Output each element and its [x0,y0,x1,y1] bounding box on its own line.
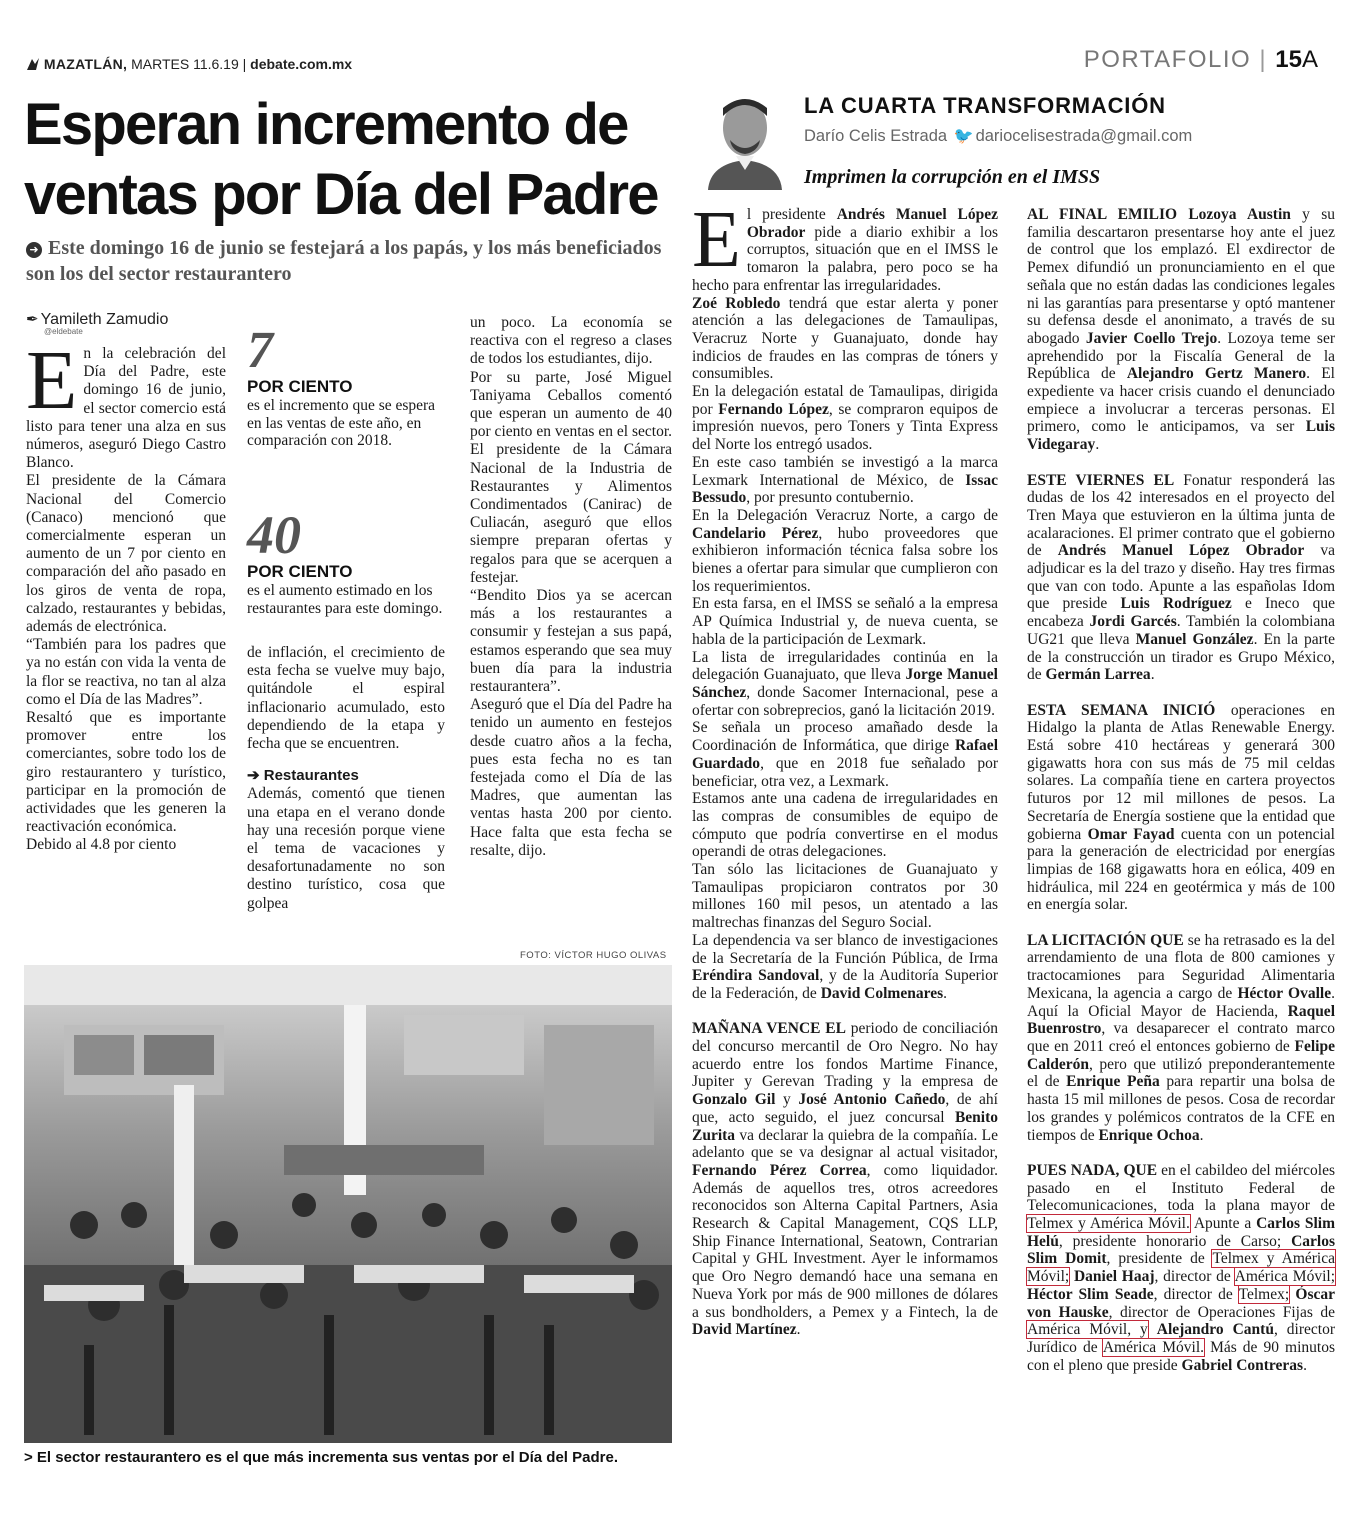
stat-label: POR CIENTO [247,377,353,396]
opinion-author [804,126,1192,146]
col3-paragraph: Aseguró que el Día del Padre ha tenido un aumento en festejos desde cuatro años a la fecha, pues esta fecha no es tan festejada como el Día de las Madres, que aumentan las ventas hasta 200 por ciento. Hace falta que esta fecha se resalte, dijo. [470,696,672,859]
opinion-column-1: El presidente Andrés Manuel López Obrador pide a diario exhibir a los corruptos, situación que en el IMSS le tomaron la palabra, pero poco se ha hecho para enfrentar las irregularidades. Zoé Robledo tendrá que estar alerta y poner atención a las delegaciones de Tamaulipas, Veracruz Norte y Guanajuato, donde hay indicios de fraudes en las compras de tóners y consumibles. En la delegación estatal de Tamaulipas, dirigida por Fernando López, se compraron equipos de impresión nuevos, pero Toners y Tinta Express del Norte los entregó usados. En este caso también se investigó a la marca Lexmark International de México, de Issac Bessudo, por presunto contubernio. En la Delegación Veracruz Norte, a cargo de Candelario Pérez, hubo proveedores que exhibieron información técnica falsa sobre los bienes a ofertar para simular que cumplieron con los requerimientos. En esta farsa, en el IMSS se señaló a la empresa AP Química Industrial y, de nueva cuenta, se habla de la participación de Lexmark. La lista de irregularidades continúa en la delegación Guanajuato, que lleva Jorge Manuel Sánchez, donde Sacomer Internacional, pese a ofertar con sobreprecios, ganó la licitación 2019. Se señala un proceso amañado desde la Coordinación de Informática, que dirige Rafael Guardado, que en 2018 fue señalado por beneficiar, otra vez, a Lexmark. Estamos ante una cadena de irregularidades en las compras de consumibles de equipo de cómputo que podría convertirse en el modus operandi de otras delegaciones. Tan sólo las licitaciones de Guanajuato y Tamaulipas propiciaron contratos por 30 millones 160 mil pesos, un atentado a las maltrechas finanzas del Seguro Social. La dependencia va ser blanco de investigaciones de la Secretaría de la Función Pública, de Irma Eréndira Sandoval, y de la Auditoría Superior de la Federación, de David Colmenares. MAÑANA VENCE EL periodo de conciliación del concurso mercantil de Oro Negro. No hay acuerdo entre los fondos Martime Finance, Jupiter y Gerevan Trading y la empresa de Gonzalo Gil y José Antonio Cañedo, de ahí que, acto seguido, el juez concursal Benito Zurita va declarar la quiebra de la compañía. Le adelanto que se va designar al actual visitador, Fernando Pérez Correa, como liquidador. Además de aquellos tres, otros acreedores reconocidos son Alterna Capital Partners, Asia Research & Capital Management, CQS LLP, Ship Finance International, Seatown, Contrarian Capital y GHL Investment. Ayer le informamos que Oro Negro demandó hace una semana en Nueva York por más de 900 millones de dólares a sus bondholders, a Pemex y a Fintech, la de David Martínez. [692,196,999,1339]
col2-paragraph: de inflación, el crecimiento de esta fecha se vuelve muy bajo, quitándole el espiral inflacionario acumulado, esto dependiendo de la etapa y fecha que se encuentren. [247,644,445,753]
arrow-bullet-icon: ➜ [26,242,42,258]
page-header [26,56,352,72]
subhead-text: Restaurantes [263,767,359,785]
photo-credit: FOTO: VÍCTOR HUGO OLIVAS [520,950,667,961]
page-separator: | [1259,46,1268,73]
stat-number: 40 [247,505,301,565]
twitter-bird-icon: 🐦 [953,128,974,145]
opinion-author-email[interactable]: dariocelisestrada@gmail.com [975,127,1193,145]
author-avatar [700,86,790,190]
photo-caption: > El sector restaurantero es el que más incrementa sus ventas por el Día del Padre. [24,1449,619,1466]
header-site[interactable]: debate.com.mx [250,56,353,72]
col3-paragraph: un poco. La economía se reactiva con el regreso a clases de todos los estudiantes, dijo. [470,314,672,368]
opinion-column-2: AL FINAL EMILIO Lozoya Austin y su familia descartaron presentarse hoy ante el juez de control que los emplazó. El exdirector de Pemex difundió un pronunciamiento en el que señala que no están dadas las condiciones legales ni las garantías para presentarse y optó mantener su defensa desde el anonimato, a través de su abogado Javier Coello Trejo. Lozoya teme ser aprehendido por la Fiscalía General de la República de Alejandro Gertz Manero. El expediente va hacer crisis cuando el denunciado empiece a involucrar a terceras personas. El primero, como le anticipamos, va ser Luis Videgaray. ESTE VIERNES EL Fonatur responderá las dudas de los 42 interesados en el proyecto del Tren Maya que estuvieron en la última junta de acalaraciones. El primer contrato que el gobierno de Andrés Manuel López Obrador va adjudicar es la del trazo y diseño. Hay tres firmas que van con todo. Apunte a las españolas Idom que preside Luis Rodríguez e Ineco que encabeza Jordi Garcés. También la colombiana UG21 que lleva Manuel González. En la parte de la construcción un tirador es Grupo México, de Germán Larrea. ESTA SEMANA INICIÓ operaciones en Hidalgo la planta de Atlas Renewable Energy. Está sobre 410 hectáreas y generará 300 gigawatts hora con sus más de 75 mil celdas solares. La compañía tiene en cartera proyectos futuros por 12 mil millones de pesos. La Secretaría de Energía sostiene que la entidad que gobierna Omar Fayad cuenta con un potencial para la generación de electricidad por energías limpias de 168 gigawatts hora en eólica, 409 en hidráulica, mil 224 en geotérmica y más de 100 en energía solar. LA LICITACIÓN QUE se ha retrasado es la del arrendamiento de una flota de 800 camiones y tractocamiones para Seguridad Alimentaria Mexicana, la agencia a cargo de Héctor Ovalle. Aquí la Oficial Mayor de Hacienda, Raquel Buenrostro, va desaparecer el contrato marco que en 2011 creó el entonces gobierno de Felipe Calderón, pero que utilizó preponderantemente el de Enrique Peña para repartir una bolsa de hasta 15 mil millones de pesos. Cosa de recordar los grandes y polémicos contratos de la CFE en tiempos de Enrique Ochoa. PUES NADA, QUE en el cabildeo del miércoles pasado en el Instituto Federal de Telecomunicaciones, toda la plana mayor de Telmex y América Móvil. Apunte a Carlos Slim Helú, presidente honorario de Carso; Carlos Slim Domit, presidente de Telmex y América Móvil; Daniel Haaj, director de América Móvil; Héctor Slim Seade, director de Telmex; Óscar von Hauske, director de Operaciones Fijas de América Móvil, y Alejandro Cantú, director Jurídico de América Móvil. Más de 90 minutos con el pleno que preside Gabriel Contreras. [1027,206,1336,1374]
header-separator: | [242,56,247,72]
article-headline: Esperan incremento de ventas por Día del Padre [24,92,658,227]
section-name: PORTAFOLIO [1083,46,1252,73]
drop-cap: E [26,334,78,427]
header-date: MARTES 11.6.19 [131,56,239,72]
debate-logo-icon [26,56,44,72]
article-column-1 [26,334,226,855]
restaurant-photo [24,965,672,1443]
stat-text: es el aumento estimado en los restaurantes para este domingo. [247,582,443,617]
stat-text: es el incremento que se espera en las ventas de este año, en comparación con 2018. [247,397,436,449]
col1-paragraph: Resaltó que es importante promover entre los comerciantes, sobre todo los de giro restaurantero y turístico, participar en la promoción de actividades que les generen la reactivación económica. [26,709,226,836]
stat-box-2 [247,505,447,617]
author-handle: @eldebate [44,327,83,336]
subhead [247,767,445,785]
stat-box-1 [247,322,447,450]
pen-icon: ✒ [26,311,39,328]
opinion-author-name: Darío Celis Estrada [804,127,948,145]
section-header [1084,46,1318,74]
col2-paragraph: Además, comentó que tienen una etapa en el verano donde hay una recesión porque viene el tema de vacaciones y desafortunadamente no son destino turístico, cosa que golpea [247,785,445,912]
deck-text: Este domingo 16 de junio se festejará a los papás, y los más beneficiados son los del sector restaurantero [26,237,662,285]
opinion-column-title: LA CUARTA TRANSFORMACIÓN [804,93,1166,118]
stat-label: POR CIENTO [247,562,353,581]
stat-number: 7 [247,322,273,379]
arrow-right-icon: ➔ [247,767,264,785]
col1-paragraph: Debido al 4.8 por ciento [26,836,177,854]
author-name: Yamileth Zamudio [40,311,169,328]
page-number: 15 [1275,46,1302,73]
article-column-2 [247,644,445,913]
article-deck [26,235,676,287]
col3-paragraph: Por su parte, José Miguel Taniyama Ceballos comentó que esperan un aumento de 40 por ciento en ventas en el sector. El presidente de la Cámara Nacional de la Industria de Restaurantes y Alimentos Condimentados (Canirac) de Culiacán, aseguró que ellos siempre preparan ofertas y regalos para que se acerquen a festejar. [470,368,672,586]
opinion-subtitle: Imprimen la corrupción en el IMSS [804,166,1101,188]
col1-paragraph: “También para los padres que ya no están con vida la venta de la flor se reactiva, no tan al alza como el Día de las Madres”. [26,636,226,708]
page-letter: A [1301,46,1318,73]
header-city: MAZATLÁN, [43,56,128,72]
col1-paragraph: El presidente de la Cámara Nacional del Comercio (Canaco) mencionó que comercialmente esperan un aumento de un 7 por ciento en comparación del año pasado en los giros de venta de ropa, calzado, restaurantes y bebidas, además de electrónica. [26,472,226,636]
col3-paragraph: “Bendito Dios ya se acercan más a los restaurantes a consumir y festejan a sus papá, estamos esperando que sea muy buen día para la industria restaurantera”. [470,587,672,696]
article-column-3 [470,314,672,860]
restaurant-photo-illustration [24,965,672,1443]
col1-paragraph: n la celebración del Día del Padre, este domingo 16 de junio, el sector comercio está listo para tener una alza en sus números, aseguró Diego Castro Blanco. [26,345,226,472]
